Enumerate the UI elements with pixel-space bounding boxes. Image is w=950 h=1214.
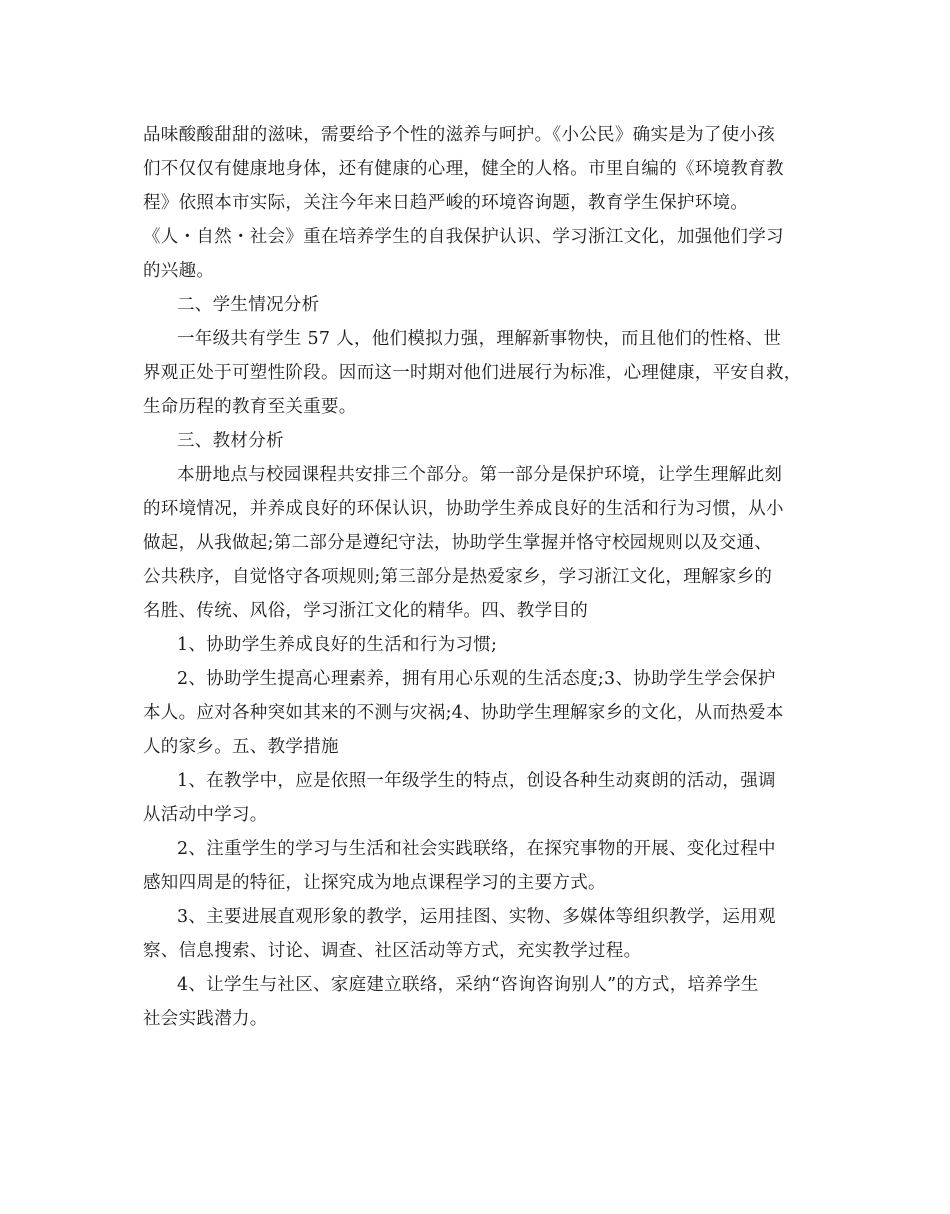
text-line: 公共秩序，自觉恪守各项规则;第三部分是热爱家乡，学习浙江文化，理解家乡的 [143, 567, 773, 587]
section-heading: 二、学生情况分析 [177, 295, 320, 315]
list-item: 4、让学生与社区、家庭建立联络，采纳“咨询咨询别人”的方式，培养学生 [177, 975, 759, 995]
list-item: 2、协助学生提高心理素养，拥有用心乐观的生活态度;3、协助学生学会保护 [177, 669, 776, 689]
section-heading: 三、教材分析 [177, 431, 284, 451]
list-item: 3、主要进展直观形象的教学，运用挂图、实物、多媒体等组织教学，运用观 [177, 907, 776, 927]
text-line: 从活动中学习。 [143, 805, 268, 825]
text-line: 们不仅仅有健康地身体，还有健康的心理，健全的人格。市里自编的《环境教育教 [143, 159, 784, 179]
text-line: 界观正处于可塑性阶段。因而这一时期对他们进展行为标准，心理健康，平安自救， [143, 363, 802, 383]
text-line: 名胜、传统、风俗，学习浙江文化的精华。四、教学目的 [143, 601, 588, 621]
text-line: 社会实践潜力。 [143, 1009, 268, 1029]
text-line: 人的家乡。五、教学措施 [143, 737, 339, 757]
text-line: 察、信息搜索、讨论、调查、社区活动等方式，充实教学过程。 [143, 941, 642, 961]
list-item: 2、注重学生的学习与生活和社会实践联络，在探究事物的开展、变化过程中 [177, 839, 776, 859]
text-line: 《人・自然・社会》重在培养学生的自我保护认识、学习浙江文化，加强他们学习 [143, 227, 784, 247]
text-line: 的环境情况，并养成良好的环保认识，协助学生养成良好的生活和行为习惯，从小 [143, 499, 784, 519]
list-item: 1、在教学中，应是依照一年级学生的特点，创设各种生动爽朗的活动，强调 [177, 771, 776, 791]
text-line: 感知四周是的特征，让探究成为地点课程学习的主要方式。 [143, 873, 606, 893]
text-line: 程》依照本市实际，关注今年来日趋严峻的环境咨询题，教育学生保护环境。 [143, 193, 749, 213]
text-line: 生命历程的教育至关重要。 [143, 397, 357, 417]
list-item: 1、协助学生养成良好的生活和行为习惯; [177, 635, 498, 655]
text-line: 品味酸酸甜甜的滋味，需要给予个性的滋养与呵护。《小公民》确实是为了使小孩 [143, 125, 776, 145]
text-line: 做起，从我做起;第二部分是遵纪守法，协助学生掌握并恪守校园规则以及交通、 [143, 533, 773, 553]
text-line: 本册地点与校园课程共安排三个部分。第一部分是保护环境，让学生理解此刻 [177, 465, 783, 485]
text-line: 本人。应对各种突如其来的不测与灾祸;4、协助学生理解家乡的文化，从而热爱本 [143, 703, 784, 723]
text-line: 一年级共有学生 57 人，他们模拟力强，理解新事物快，而且他们的性格、世 [177, 329, 782, 349]
text-line: 的兴趣。 [143, 261, 215, 281]
